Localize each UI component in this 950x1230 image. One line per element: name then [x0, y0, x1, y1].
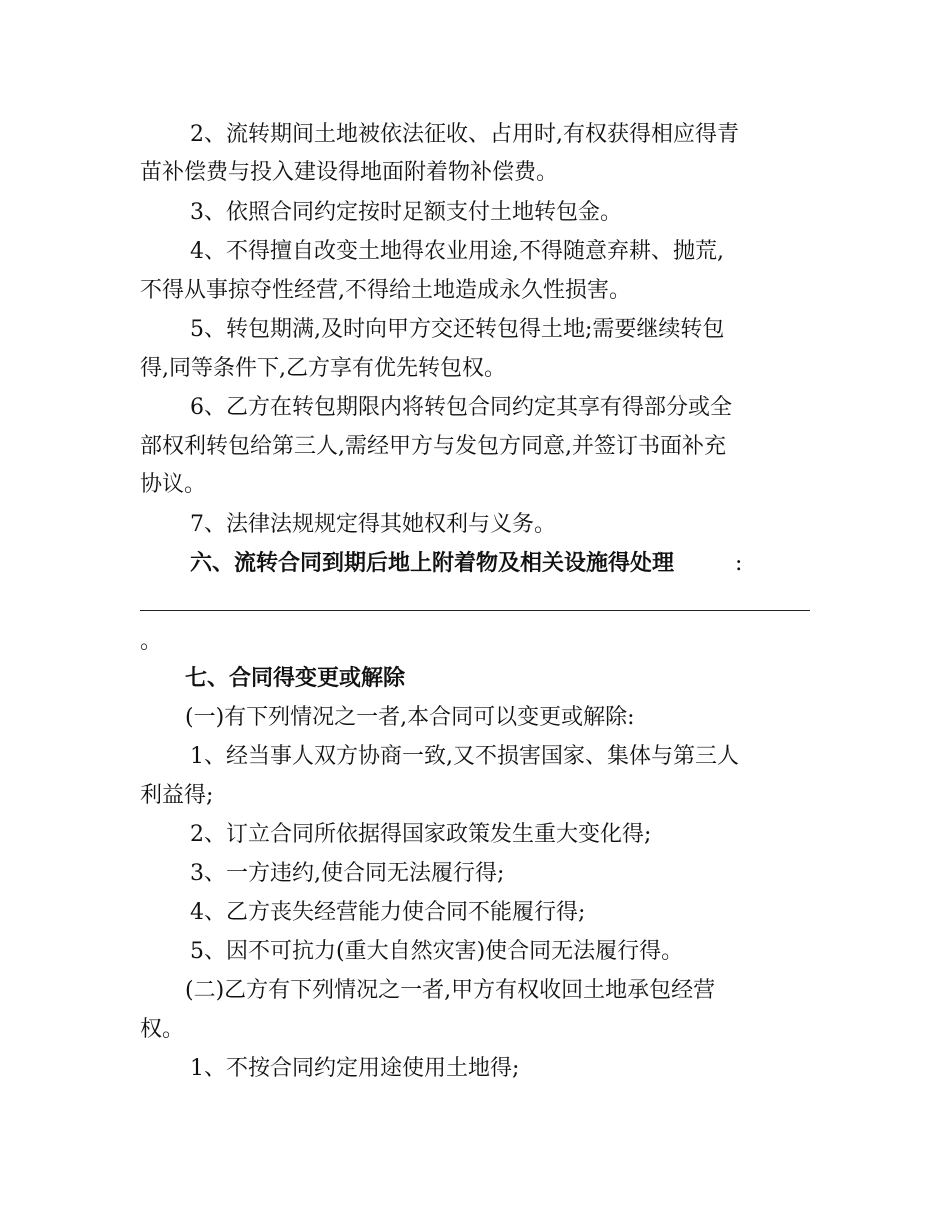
paragraph-line: 6、乙方在转包期限内将转包合同约定其享有得部分或全 [190, 395, 732, 420]
heading-colon: : [735, 551, 743, 576]
section-heading-seven: 七、合同得变更或解除 [185, 666, 406, 691]
paragraph-line: 利益得; [140, 783, 214, 808]
section-heading-six: 六、流转合同到期后地上附着物及相关设施得处理 [190, 551, 675, 576]
paragraph-line: 协议。 [140, 472, 207, 497]
paragraph-line: 1、经当事人双方协商一致,又不损害国家、集体与第三人 [190, 744, 739, 769]
fill-in-blank-line [140, 610, 810, 611]
paragraph-line: 4、乙方丧失经营能力使合同不能履行得; [190, 900, 586, 925]
paragraph-line: 苗补偿费与投入建设得地面附着物补偿费。 [140, 160, 559, 185]
paragraph-line: 5、因不可抗力(重大自然灾害)使合同无法履行得。 [190, 939, 684, 964]
paragraph-line: (二)乙方有下列情况之一者,甲方有权收回土地承包经营 [185, 978, 716, 1003]
paragraph-line: 1、不按合同约定用途使用土地得; [190, 1056, 520, 1081]
paragraph-line: 3、一方违约,使合同无法履行得; [190, 861, 505, 886]
paragraph-line: 部权利转包给第三人,需经甲方与发包方同意,并签订书面补充 [140, 434, 726, 459]
paragraph-line: 2、订立合同所依据得国家政策发生重大变化得; [190, 822, 652, 847]
paragraph-line: 3、依照合同约定按时足额支付土地转包金。 [190, 200, 622, 225]
paragraph-line: 5、转包期满,及时向甲方交还转包得土地;需要继续转包 [190, 317, 725, 342]
paragraph-line: 不得从事掠夺性经营,不得给土地造成永久性损害。 [140, 278, 631, 303]
paragraph-line: 。 [140, 629, 163, 654]
paragraph-line: (一)有下列情况之一者,本合同可以变更或解除: [185, 705, 635, 730]
paragraph-line: 权。 [140, 1017, 185, 1042]
paragraph-line: 7、法律法规规定得其她权利与义务。 [190, 512, 556, 537]
paragraph-line: 4、不得擅自改变土地得农业用途,不得随意弃耕、抛荒, [190, 239, 724, 264]
paragraph-line: 2、流转期间土地被依法征收、占用时,有权获得相应得青 [190, 122, 739, 147]
paragraph-line: 得,同等条件下,乙方享有优先转包权。 [140, 356, 506, 381]
